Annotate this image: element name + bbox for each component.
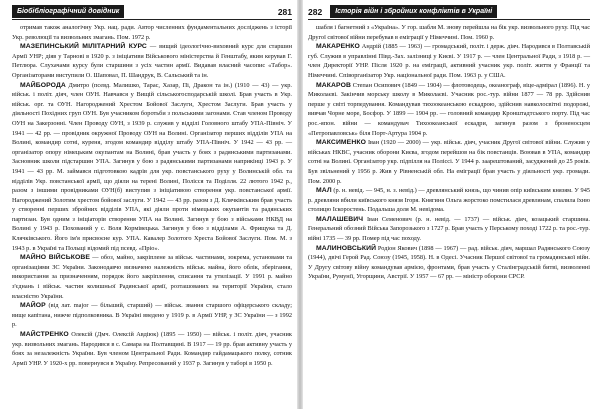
entry-headword: МАЙНО ВІЙСЬКОВЕ — [20, 254, 91, 262]
entry-body-text: Степан Осипович (1849 — 1904) — флотоводець, океанограф, віце-адмірал (1896). Н. у Миколаєві. Закінчив морську школу в Миколаєві. Учасник рос.-тур. війни 1877 — 78 рр. Здійснив перше у світі торпедування. Командував тихоокеанською ескадрою, здійснив навколосвітні подорожі, вивчав Чорне море, Босфор. У 1899 — 1904 рр. — головний командир Кронштадтського порту. Під час рос.-япон. війни — командувач Тихоокеанської ескадри, загинув разом з броненосцем «Петропавловськ» біля Порт-Артура 1904 р. — [308, 81, 592, 137]
entry-paragraph — [308, 81, 590, 139]
entry-body-text: (від лат. major — більший, старший) — військ. звання старшого офіцерського складу; вище капітана, нижче підполковника. В Україні введено у 1919 р. в Армії УНР, у ЗС України — з 1992 р. — [12, 302, 294, 329]
entry-paragraph — [308, 186, 590, 215]
entry-body-text: — вищий ідеологічно-виховний курс для старшин Армії УНР; діяв у Тарнові в 1920 р. з ініціативи Військового міністерства й Генштабу, яким керував Г. Петлюра. Слухачами курсу були старшини з усіх частин армії. Видавав власний часопис «Табор». Організаторами виступили О. Шаповал, П. Шандрук, В. Сальський та ін. — [12, 43, 294, 79]
entry-body-text: Олексій (Дмч. Олексій Авдіюк) (1895 — 1950) — військ. і політ. діяч, учасник укр. визвольних змагань. Народився в с. Самара на Полтавщині. В 1917 — 19 рр. брав активну участь у боях за незалежність України. Був членом Центральної Ради. Командир гайдамацького полку, сотник Армії УНР. У 1920-х рр. повернувся в Україну. Репресований у 1937 р. Загинув у таборі в 1950 р. — [12, 331, 294, 367]
entry-headword: МАЗЕПИНСЬКИЙ МІЛІТАРНИЙ КУРС — [20, 43, 147, 51]
entry-body-text: шабля і багнетний з «Україна». У гор. шабля М. знову перейшла на бік укр. визвольного руху. Під час Другої світової війни перебував в еміграції у Німеччині. Пом. 1960 р. — [308, 24, 592, 41]
entry-body-text: Іван (1920 — 2000) — укр. військ. діяч, учасник Другої світової війни. Служив у військах НКВС, учасник оборони Києва, згодом перейшов на бік повстанців. Воював в УПА, командир сотні на Волині. Організатор укр. підпілля на Поліссі. У 1944 р. заарештований, засуджений до 25 років. Був звільнений у 1956 р. Жив у Рівненській обл. На еміграції брав участь у діяльності укр. громади. Пом. 2000 р. — [308, 139, 592, 185]
left-page-text-column — [12, 23, 292, 368]
entry-headword: МАКАРЕНКО — [316, 43, 360, 51]
entry-paragraph — [12, 330, 292, 368]
left-page-number: 281 — [277, 6, 292, 17]
entry-headword: МАЙОР — [20, 302, 46, 310]
right-page-text-column — [308, 23, 590, 282]
entry-body-text: Іван Семенович (р. н. невід. — 1737) — військ. діяч, козацький старшина. Генеральний обозний Війська Запорозького з 1727 р. Брав участь у Перському поході 1722 р. та рос.-тур. війні 1735 — 39 рр. Помер під час походу. — [308, 215, 592, 243]
entry-headword: МАЙСТРЕНКО — [20, 331, 69, 338]
entry-body-text: Дмитро (псевд. Малишко, Тарас, Хазар, Пі, Дракон та ін.) (1910 — 43) — укр. військ. і політ. діяч, член ОУН. Навчався у Вищій сільськогосподарській школі. Брав участь в Укр. військ. орг. та ОУН. Нагороджений Хрестом Бойової Заслуги, Хрестом Заслуги. Брав участь у діяльності Похідних груп ОУН. Був учасником боротьби з польськими загонами. Став членом Проводу ОУН на Закерзонні. Член Проводу ОУН, з 1939 р. служив у відділі Головного штабу УПА-Північ. У 1941 — 42 рр. — провідник окружної Проводу ОУН на Волині. Організатор перших відділів УПА на Волині, командир сотні, куреня, згодом командир відділу штабу УПА-Північ. У 1942 — 43 рр. — організатор опору німецьким окупантам на Волині, брав участь у боях з радянськими партизанами. Засновник школи підстаршин УПА. Загинув у бою з радянськими партизанами наприкінці 1943 р. У 1941 — 43 рр. М. займався підготовкою кадрів для укр. повстанського руху у Волинській обл. та відділів Укр. повстанської армії, що діяли на терені Волині, Полісся та Поділля. 22 лютого 1942 р., разом з іншими провідниками ОУН(б) виступив з ініціативою створення укр. повстанської армії. Нагороджений Золотим хрестом бойової заслуги. У 1942 — 43 рр. разом з Д. Клячківським брав участь у створенні перших збройних відділів УПА, які діяли проти німецьких окупантів та радянських партизан. Був одним з ініціаторів створення УПА на Волині. Загинув у бою з військами НКВД на Волині у 1943 р. Похований у с. Воля Кормівецька. Загинув у бою з відділами А. Фрищука та Д. Клячківського. Його ім'я присвоєне кур. УПА. Кавалер Золотого Хреста Бойової Заслуги. Пом. М. з 1943 р. в Україні та Польщі відомий під псевд. «Пріо». — [12, 81, 294, 252]
entry-headword: МАКАРОВ — [316, 81, 351, 89]
entry-paragraph — [308, 23, 590, 42]
entry-paragraph — [308, 215, 590, 244]
left-page-header-title: Біобібліографічний довідник — [12, 5, 124, 18]
entry-body-text: (р. н. невід. — 945, н. з. невід.) — древлянський князь, що чинив опір київським князям. У 945 р. древляни вбили київського князя Ігоря. Княгиня Ольга жорстоко помстилася древлянам, спалила їхню столицю Іскоростень. Подальша доля М. невідома. — [308, 187, 592, 214]
right-page-number: 282 — [308, 6, 323, 17]
right-page — [300, 0, 600, 409]
entry-body-text: отримав також аналогічну Укр. нац. ради. Автор численних фундаментальних досліджень з історії Укр. революції та визвольних змагань. Пом. 1972 р. — [12, 24, 294, 41]
entry-body-text: Андрій (1885 — 1963) — громадський, політ. і держ. діяч. Народився в Полтавській губ. Служив в управлінні Півд.-Зах. залізниці у Києві. У 1917 р. — член Центральної Ради, з 1918 р. — член Директорії УНР. Після 1920 р. на еміграції, активний учасник укр. політ. життя у Франції та Німеччині. Співорганізатор Укр. національної ради. Пом. 1963 р. у США. — [308, 43, 592, 79]
entry-paragraph — [12, 23, 292, 42]
left-page-header — [12, 4, 292, 20]
entry-headword: МАЛ — [316, 187, 332, 195]
entry-paragraph — [12, 301, 292, 330]
entry-paragraph — [308, 244, 590, 282]
right-page-header-title: Історія війн і збройних конфліктів в Україні — [330, 5, 497, 18]
entry-headword: МАЛАШЕВИЧ — [316, 215, 364, 223]
entry-paragraph — [308, 42, 590, 80]
entry-body-text: — обоз, майно, закріплене за військ. частинами, зокрема, установами та організаціями ЗС України. Законодавчо визначено належність військ. майна, його облік, зберігання, використання за призначенням, порядок його закріплення, списання та утилізації. У 1991 р. майно з'єднань і військ. частин колишньої Радянської армії, розташованих на території України, стало власністю України. — [12, 254, 294, 300]
entry-headword: МАЛИНОВСЬКИЙ — [316, 244, 377, 252]
right-page-header — [308, 4, 590, 20]
entry-paragraph — [12, 42, 292, 80]
entry-paragraph — [308, 138, 590, 186]
entry-body-text: Родіон Якович (1898 — 1967) — рад. військ. діяч, маршал Радянського Союзу (1944), двічі Герой Рад. Союзу (1945, 1958). Н. в Одесі. Учасник Першої світової та громадянської війн. У Другу світову війну командував армією, фронтами, брав участь у Сталінградській битві, визволенні України, Румунії, Угорщини, Австрії. У 1957 — 67 рр. — міністр оборони СРСР. — [308, 244, 592, 281]
entry-headword: МАКСИМЕНКО — [316, 139, 366, 147]
entry-paragraph — [12, 81, 292, 254]
entry-headword: МАЙБОРОДА — [20, 81, 66, 89]
entry-paragraph — [12, 253, 292, 301]
